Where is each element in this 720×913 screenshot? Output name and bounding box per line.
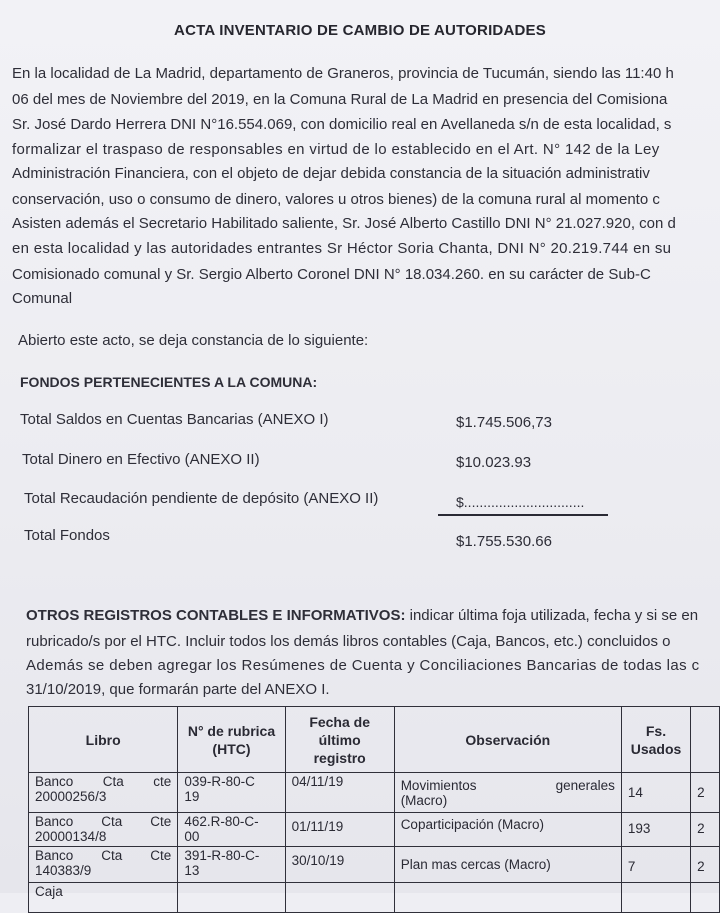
- header-libro: Libro: [29, 707, 178, 773]
- libro-number: 140383/9: [35, 863, 92, 878]
- cell-fs: [621, 883, 690, 913]
- rubrica-part: 13: [184, 863, 200, 878]
- document-title: ACTA INVENTARIO DE CAMBIO DE AUTORIDADES: [174, 22, 546, 39]
- funds-total-value: $1.755.530.66: [456, 533, 552, 550]
- libro-word: Banco: [35, 814, 74, 829]
- other-records-line: 31/10/2019, que formarán parte del ANEXO I.: [26, 681, 330, 698]
- header-rubrica: N° de rubrica (HTC): [178, 707, 285, 773]
- funds-total-label: Total Fondos: [24, 527, 110, 544]
- libro-word: Cta: [101, 814, 123, 829]
- cell-observacion: [394, 773, 621, 813]
- cell-rubrica: [178, 883, 285, 913]
- table-row: [29, 883, 720, 913]
- funds-row-label: Total Dinero en Efectivo (ANEXO II): [22, 451, 260, 468]
- cell-libro: Caja: [29, 883, 178, 913]
- intro-line: Comunal: [12, 290, 73, 307]
- header-fs-usados: Fs. Usados: [621, 707, 690, 773]
- table-row: [29, 773, 720, 813]
- opening-statement: Abierto este acto, se deja constancia de lo siguiente:: [18, 332, 369, 349]
- header-fecha: Fecha de último registro: [285, 707, 394, 773]
- cell-fs: 14: [621, 773, 690, 813]
- libro-number: 20000256/3: [35, 789, 107, 804]
- funds-row-value: $...............................: [456, 494, 585, 510]
- header-extra: [691, 707, 720, 773]
- intro-line: Sr. José Dardo Herrera DNI N°16.554.069, con domicilio real en Avellaneda s/n de esta localidad, s: [12, 116, 672, 133]
- libro-word: Banco: [35, 848, 74, 863]
- libro-word: Cte: [150, 814, 172, 829]
- rubrica-part: 462.R-80-C-: [184, 814, 259, 829]
- libro-word: cte: [153, 774, 172, 789]
- funds-row-value: $1.745.506,73: [456, 414, 552, 431]
- rubrica-part: 039-R-80-C: [184, 774, 255, 789]
- cell-libro: [29, 813, 178, 847]
- other-records-line: [26, 606, 720, 626]
- cell-fecha: 30/10/19: [285, 847, 394, 883]
- cell-libro: [29, 847, 178, 883]
- table-row: [29, 847, 720, 883]
- funds-heading: FONDOS PERTENECIENTES A LA COMUNA:: [20, 374, 318, 390]
- funds-row-label: Total Saldos en Cuentas Bancarias (ANEXO I): [20, 411, 329, 428]
- funds-row-label: Total Recaudación pendiente de depósito (ANEXO II): [24, 490, 379, 507]
- cell-extra: 2: [691, 773, 720, 813]
- cell-fs: 193: [621, 813, 690, 847]
- rubrica-part: 391-R-80-C-: [184, 848, 260, 863]
- cell-rubrica: [178, 813, 285, 847]
- cell-rubrica: [178, 773, 285, 813]
- cell-libro: [29, 773, 178, 813]
- cell-fecha: 01/11/19: [285, 813, 394, 847]
- other-records-text: indicar última foja utilizada, fecha y si se en: [409, 607, 699, 624]
- libro-word: Cta: [101, 848, 123, 863]
- libro-word: Banco: [35, 774, 74, 789]
- header-observacion: Observación: [394, 707, 621, 773]
- cell-fecha: 04/11/19: [285, 773, 394, 813]
- table-header-row: [29, 707, 720, 773]
- libro-word: Cte: [150, 848, 172, 863]
- cell-observacion: [394, 883, 621, 913]
- books-table: [28, 706, 720, 913]
- cell-rubrica: [178, 847, 285, 883]
- intro-line: conservación, uso o consumo de dinero, valores u otros bienes) de la comuna rural al momento c: [12, 191, 660, 208]
- rubrica-part: 19: [184, 789, 200, 804]
- intro-line: 06 del mes de Noviembre del 2019, en la Comuna Rural de La Madrid en presencia del Comisiona: [12, 91, 668, 108]
- other-records-line: Además se deben agregar los Resúmenes de Cuenta y Conciliaciones Bancarias de todas las c: [26, 657, 700, 674]
- table-row: [29, 813, 720, 847]
- libro-word: Cta: [102, 774, 124, 789]
- funds-row-value: $10.023.93: [456, 454, 532, 471]
- obs-word: Movimientos: [400, 778, 477, 793]
- total-underline: [438, 514, 608, 516]
- other-records-heading: OTROS REGISTROS CONTABLES E INFORMATIVOS:: [26, 607, 406, 624]
- obs-word: generales: [555, 778, 615, 793]
- cell-extra: [691, 883, 720, 913]
- rubrica-part: 00: [184, 829, 200, 844]
- cell-extra: 2: [691, 813, 720, 847]
- intro-line: Asisten además el Secretario Habilitado saliente, Sr. José Alberto Castillo DNI N° 21.027.920, con d: [12, 215, 676, 232]
- obs-word: (Macro): [400, 793, 448, 808]
- cell-extra: 2: [691, 847, 720, 883]
- cell-fecha: [285, 883, 394, 913]
- intro-line: Administración Financiera, con el objeto de dejar debida constancia de la situación administrativ: [12, 165, 650, 182]
- other-records-line: rubricado/s por el HTC. Incluir todos los demás libros contables (Caja, Bancos, etc.) concluidos o: [26, 633, 671, 650]
- intro-line: En la localidad de La Madrid, departamento de Graneros, provincia de Tucumán, siendo las 11:40 h: [12, 65, 674, 82]
- intro-line: formalizar el traspaso de responsables en virtud de lo establecido en el Art. N° 142 de la Ley: [12, 141, 660, 158]
- intro-line: Comisionado comunal y Sr. Sergio Alberto Coronel DNI N° 18.034.260. en su carácter de Sub-C: [12, 266, 651, 283]
- libro-number: 20000134/8: [35, 829, 107, 844]
- cell-observacion: Coparticipación (Macro): [394, 813, 621, 847]
- cell-fs: 7: [621, 847, 690, 883]
- cell-observacion: Plan mas cercas (Macro): [394, 847, 621, 883]
- intro-line: en esta localidad y las autoridades entrantes Sr Héctor Soria Chanta, DNI N° 20.219.744 en su: [12, 240, 672, 257]
